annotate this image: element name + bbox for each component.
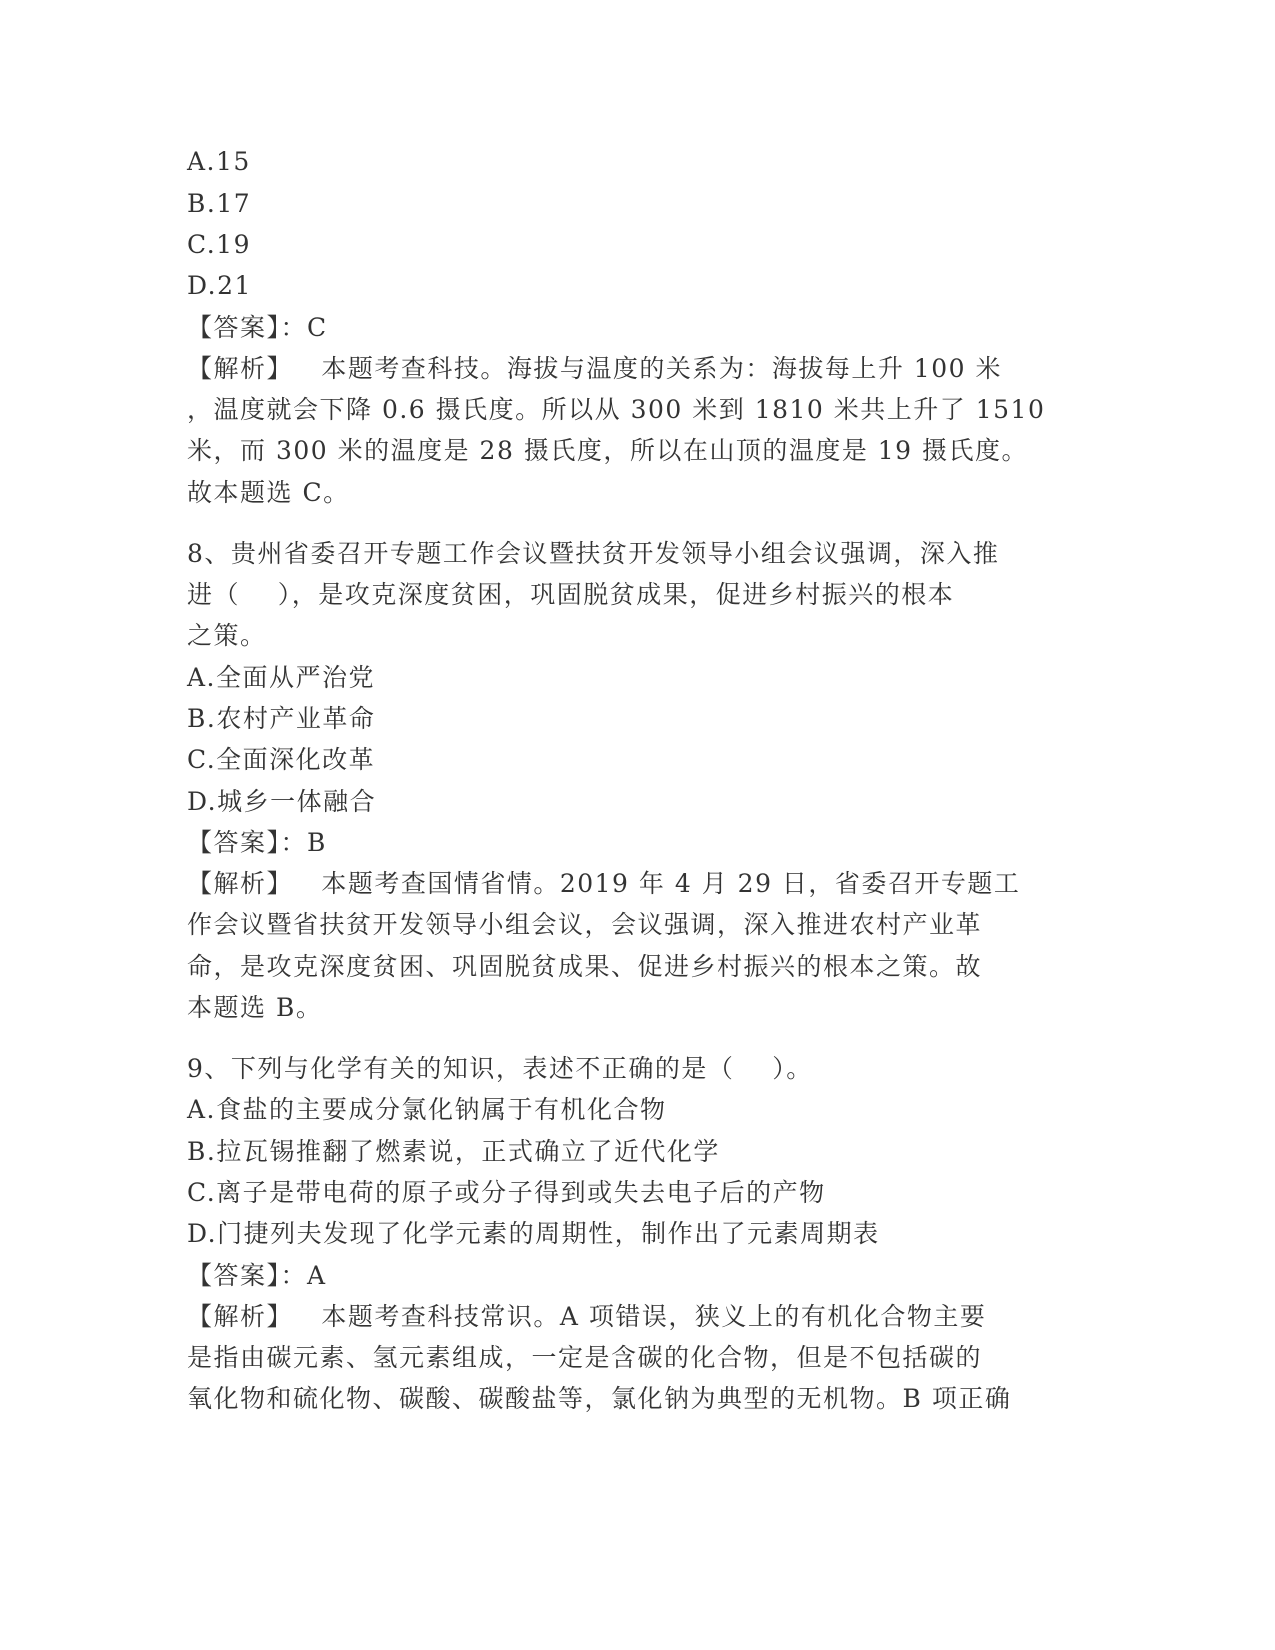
q9-option-d: D.门捷列夫发现了化学元素的周期性，制作出了元素周期表 (187, 1219, 880, 1248)
q8-analysis-line: 本题选 B。 (187, 993, 323, 1022)
q7-analysis-line: 故本题选 C。 (187, 478, 350, 507)
q9-analysis-line: 氧化物和硫化物、碳酸、碳酸盐等，氯化钠为典型的无机物。B 项正确 (187, 1384, 1012, 1413)
q9-analysis-line: 【解析】 本题考查科技常识。A 项错误，狭义上的有机化合物主要 (187, 1302, 987, 1331)
q7-answer: 【答案】：C (187, 313, 328, 342)
q8-analysis-line: 命，是攻克深度贫困、巩固脱贫成果、促进乡村振兴的根本之策。故 (187, 952, 983, 981)
q9-option-a: A.食盐的主要成分氯化钠属于有机化合物 (187, 1095, 667, 1124)
q8-option-b: B.农村产业革命 (187, 704, 376, 733)
q8-option-d: D.城乡一体融合 (187, 787, 377, 816)
q9-option-c: C.离子是带电荷的原子或分子得到或失去电子后的产物 (187, 1178, 826, 1207)
q9-answer: 【答案】：A (187, 1261, 327, 1290)
q7-option-b: B.17 (187, 189, 252, 218)
q8-option-a: A.全面从严治党 (187, 663, 376, 692)
q7-analysis-line: ，温度就会下降 0.6 摄氏度。所以从 300 米到 1810 米共上升了 1510 (187, 395, 1046, 424)
q9-option-b: B.拉瓦锡推翻了燃素说，正式确立了近代化学 (187, 1137, 720, 1166)
q8-question-line: 之策。 (187, 621, 267, 650)
q7-option-d: D.21 (187, 271, 252, 300)
q9-question-line: 9、下列与化学有关的知识，表述不正确的是（ ）。 (187, 1054, 813, 1083)
q9-analysis-line: 是指由碳元素、氢元素组成，一定是含碳的化合物，但是不包括碳的 (187, 1343, 983, 1372)
q7-option-a: A.15 (187, 147, 251, 176)
q7-analysis-line: 【解析】 本题考查科技。海拔与温度的关系为：海拔每上升 100 米 (187, 354, 1002, 383)
q8-analysis-line: 【解析】 本题考查国情省情。2019 年 4 月 29 日，省委召开专题工 (187, 869, 1021, 898)
q7-analysis-line: 米，而 300 米的温度是 28 摄氏度，所以在山顶的温度是 19 摄氏度。 (187, 436, 1029, 465)
q7-option-c: C.19 (187, 230, 251, 259)
q8-analysis-line: 作会议暨省扶贫开发领导小组会议，会议强调，深入推进农村产业革 (187, 910, 983, 939)
q8-option-c: C.全面深化改革 (187, 745, 376, 774)
q8-answer: 【答案】：B (187, 828, 327, 857)
q8-question-line: 8、贵州省委召开专题工作会议暨扶贫开发领导小组会议强调，深入推 (187, 539, 1000, 568)
q8-question-line: 进（ ），是攻克深度贫困，巩固脱贫成果，促进乡村振兴的根本 (187, 580, 955, 609)
